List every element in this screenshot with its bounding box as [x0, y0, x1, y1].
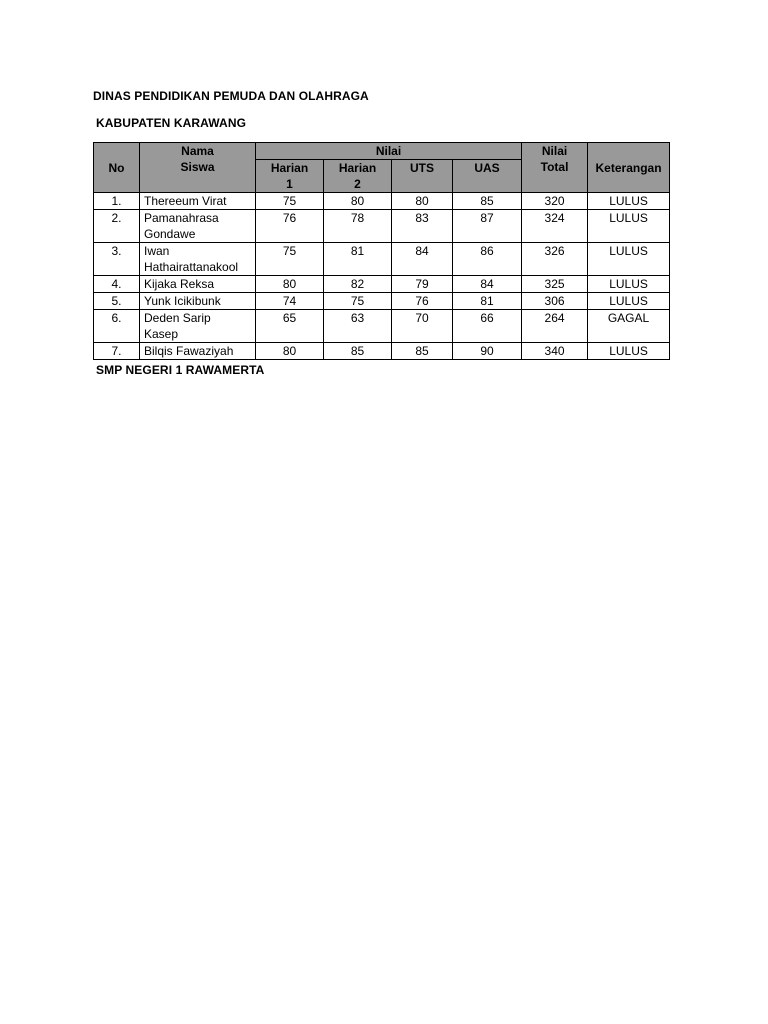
- cell-no: 3.: [94, 243, 140, 276]
- cell-uas: 90: [453, 343, 522, 360]
- table-row: [94, 243, 670, 276]
- table-row: [94, 310, 670, 343]
- cell-name: [140, 210, 256, 243]
- cell-uas: 66: [453, 310, 522, 343]
- cell-harian-1: 80: [256, 343, 324, 360]
- cell-no: 1.: [94, 193, 140, 210]
- cell-harian-1: 80: [256, 276, 324, 293]
- cell-uas: 87: [453, 210, 522, 243]
- header-uas: UAS: [453, 160, 522, 193]
- cell-keterangan: LULUS: [588, 343, 670, 360]
- table-body: [94, 193, 670, 360]
- cell-name: [140, 293, 256, 310]
- cell-name: [140, 310, 256, 343]
- cell-name-line: Kijaka Reksa: [144, 277, 215, 291]
- cell-name-line: Deden Sarip: [144, 311, 211, 325]
- cell-name-line: Thereeum Virat: [144, 194, 227, 208]
- cell-name-line: Kasep: [144, 327, 179, 341]
- header-nilai-total-line1: Nilai: [541, 144, 568, 158]
- cell-no: 5.: [94, 293, 140, 310]
- cell-keterangan: LULUS: [588, 276, 670, 293]
- cell-harian-2: 75: [324, 293, 392, 310]
- cell-harian-2: 82: [324, 276, 392, 293]
- cell-name-line: Yunk Icikibunk: [144, 294, 221, 308]
- agency-title: DINAS PENDIDIKAN PEMUDA DAN OLAHRAGA: [93, 89, 369, 103]
- header-harian-1-line1: Harian: [270, 161, 309, 175]
- cell-harian-1: 76: [256, 210, 324, 243]
- cell-uts: 84: [392, 243, 453, 276]
- cell-total: 324: [522, 210, 588, 243]
- header-uts: UTS: [392, 160, 453, 193]
- header-nama-line1: Nama: [181, 144, 214, 158]
- cell-no: 2.: [94, 210, 140, 243]
- table-header: [94, 143, 670, 193]
- cell-uas: 84: [453, 276, 522, 293]
- cell-harian-1: 65: [256, 310, 324, 343]
- header-harian-2-line1: Harian: [338, 161, 377, 175]
- cell-no: 6.: [94, 310, 140, 343]
- cell-uts: 85: [392, 343, 453, 360]
- cell-keterangan: LULUS: [588, 293, 670, 310]
- header-keterangan: Keterangan: [588, 143, 670, 193]
- cell-keterangan: LULUS: [588, 193, 670, 210]
- cell-uts: 76: [392, 293, 453, 310]
- header-nilai: Nilai: [256, 143, 522, 160]
- header-nilai-total: [522, 143, 588, 193]
- cell-no: 7.: [94, 343, 140, 360]
- cell-total: 264: [522, 310, 588, 343]
- cell-keterangan: LULUS: [588, 210, 670, 243]
- cell-name-line: Bilqis Fawaziyah: [144, 344, 234, 358]
- cell-harian-2: 81: [324, 243, 392, 276]
- cell-uts: 70: [392, 310, 453, 343]
- header-no: No: [94, 143, 140, 193]
- table-row: [94, 343, 670, 360]
- header-nama-siswa: [140, 143, 256, 193]
- table-row: [94, 193, 670, 210]
- table-row: [94, 293, 670, 310]
- cell-uas: 86: [453, 243, 522, 276]
- grades-table: [93, 142, 670, 360]
- cell-no: 4.: [94, 276, 140, 293]
- cell-name: [140, 243, 256, 276]
- cell-harian-1: 75: [256, 243, 324, 276]
- header-harian-2-line2: 2: [354, 177, 361, 191]
- cell-total: 306: [522, 293, 588, 310]
- header-harian-1-line2: 1: [286, 177, 293, 191]
- cell-name-line: Gondawe: [144, 227, 196, 241]
- cell-harian-2: 63: [324, 310, 392, 343]
- cell-harian-2: 78: [324, 210, 392, 243]
- regency-title: KABUPATEN KARAWANG: [96, 116, 247, 130]
- cell-harian-2: 85: [324, 343, 392, 360]
- cell-uts: 80: [392, 193, 453, 210]
- cell-harian-2: 80: [324, 193, 392, 210]
- header-nilai-total-line2: Total: [540, 160, 569, 174]
- header-nama-line2: Siswa: [180, 160, 215, 174]
- table-row: [94, 210, 670, 243]
- cell-uts: 79: [392, 276, 453, 293]
- header-harian-1: [256, 160, 324, 193]
- cell-harian-1: 74: [256, 293, 324, 310]
- header-harian-2: [324, 160, 392, 193]
- cell-total: 325: [522, 276, 588, 293]
- cell-total: 320: [522, 193, 588, 210]
- cell-name-line: Iwan: [144, 244, 170, 258]
- cell-name-line: Pamanahrasa: [144, 211, 219, 225]
- cell-total: 326: [522, 243, 588, 276]
- cell-total: 340: [522, 343, 588, 360]
- table-row: [94, 276, 670, 293]
- cell-name-line: Hathairattanakool: [144, 260, 239, 274]
- cell-uts: 83: [392, 210, 453, 243]
- cell-keterangan: GAGAL: [588, 310, 670, 343]
- cell-uas: 81: [453, 293, 522, 310]
- cell-name: [140, 276, 256, 293]
- cell-harian-1: 75: [256, 193, 324, 210]
- cell-keterangan: LULUS: [588, 243, 670, 276]
- cell-name: [140, 193, 256, 210]
- cell-uas: 85: [453, 193, 522, 210]
- school-name: SMP NEGERI 1 RAWAMERTA: [96, 363, 265, 377]
- cell-name: [140, 343, 256, 360]
